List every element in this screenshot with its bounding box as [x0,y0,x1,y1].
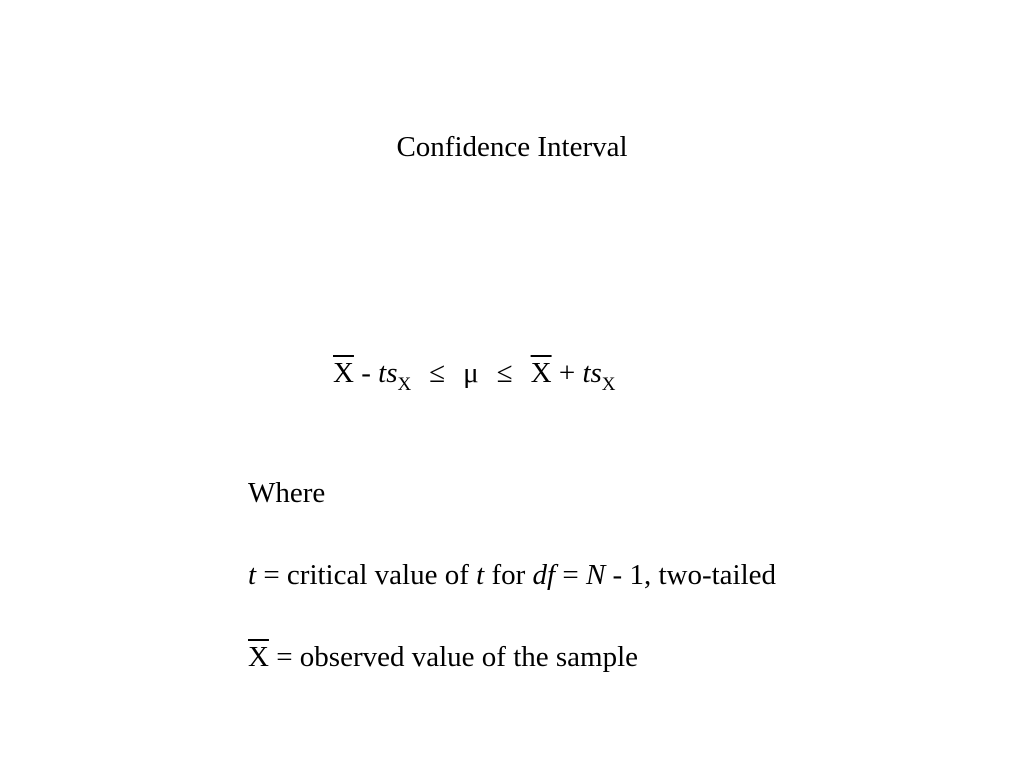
x-bar-left: $\overline{X}$ [333,357,354,389]
t-right: t [582,357,591,389]
confidence-interval-formula [333,355,616,395]
def-t-text-4: - 1, two-tailed [605,559,777,591]
x-bar-right: $\overline{X}$ [530,357,552,389]
minus-sign: - [353,357,379,389]
def-t-var: t [248,559,257,591]
leq-sign-2: ≤ [496,357,513,389]
subscript-x-left: X [397,374,412,395]
def-t-df: df [532,559,556,591]
def-t-n: N [585,559,606,591]
subscript-x-right: X [601,374,616,395]
definition-x-bar [248,639,638,675]
def-x-bar-var: $\overline{X}$ [248,641,269,673]
slide-title: Confidence Interval [396,131,628,163]
s-right: s [590,357,602,389]
def-x-bar-text: = observed value of the sample [268,641,639,673]
def-t-text-1: = critical value of [256,559,477,591]
t-left: t [378,357,387,389]
plus-sign: + [551,357,583,389]
def-t-text-3: = [555,559,586,591]
def-t-var-2: t [476,559,485,591]
leq-sign-1: ≤ [429,357,446,389]
where-label: Where [248,477,326,509]
mu-symbol: μ [463,357,479,389]
def-t-text-2: for [484,559,533,591]
definition-t [248,557,776,593]
s-left: s [386,357,398,389]
